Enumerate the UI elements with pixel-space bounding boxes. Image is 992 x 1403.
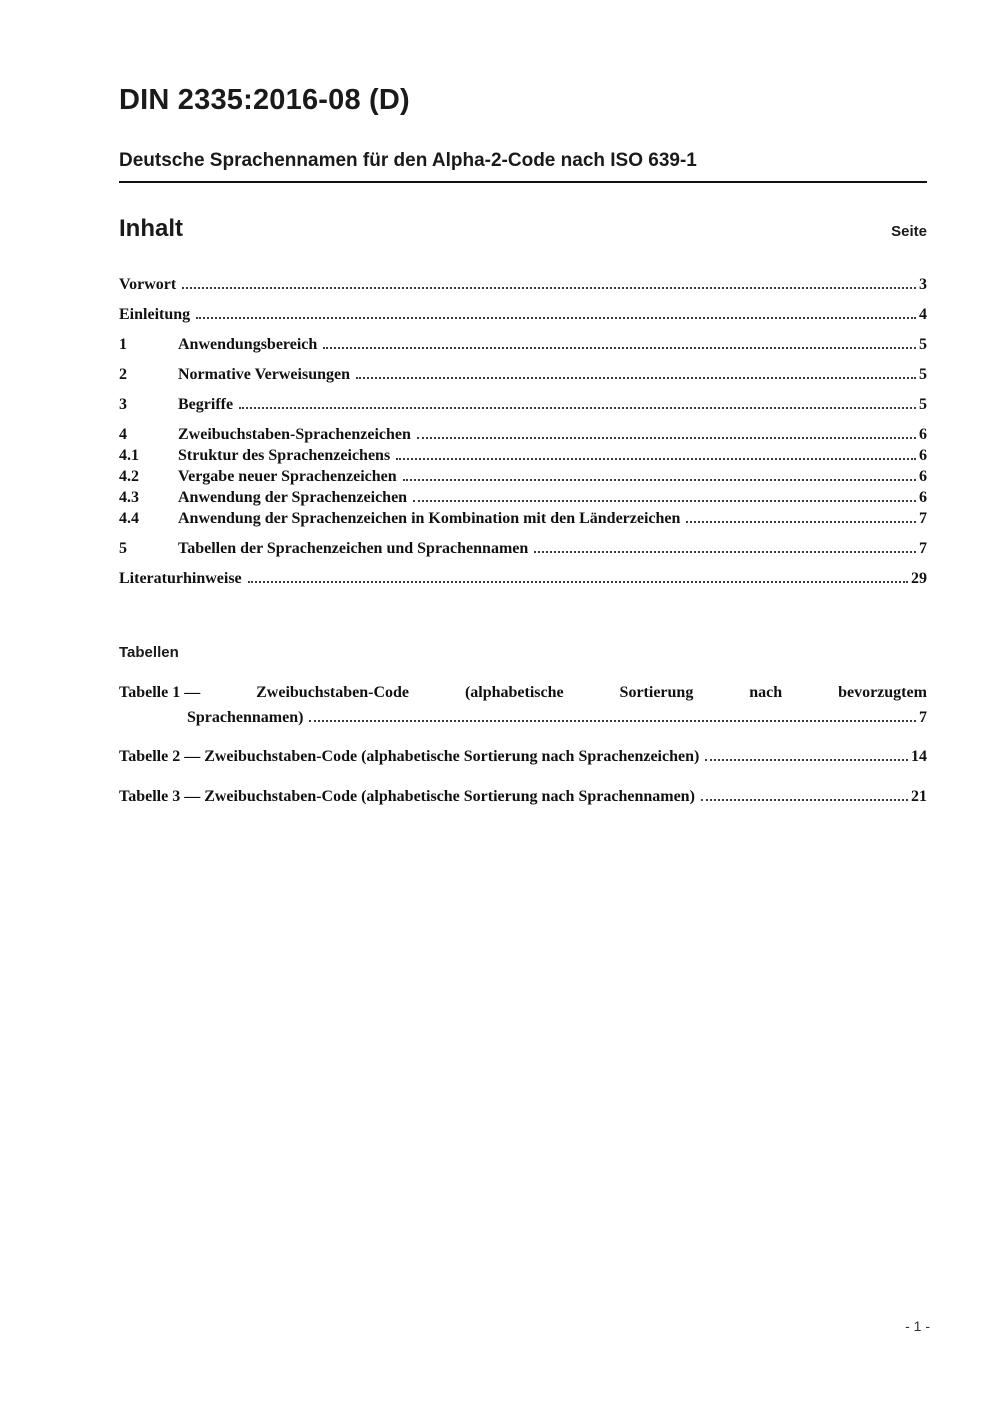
dotted-leader <box>323 346 916 349</box>
footer-page-number: - 1 - <box>905 1318 930 1334</box>
toc-entry-label: Anwendungsbereich <box>178 336 318 353</box>
toc-entry-vorwort <box>119 275 927 294</box>
dotted-leader <box>239 406 916 409</box>
toc-entry-label: Struktur des Sprachenzeichens <box>178 447 391 464</box>
toc-entry-3 <box>119 395 927 414</box>
dotted-leader <box>534 550 916 553</box>
toc-table-word: Zweibuchstaben-Code <box>256 684 410 701</box>
toc-entry-number: 2 <box>119 366 127 383</box>
toc-entry-einleitung <box>119 305 927 324</box>
toc-entry-number: 4 <box>119 426 127 443</box>
toc-entry-label: Literaturhinweise <box>119 570 242 587</box>
toc-entry-4-2 <box>119 467 927 486</box>
toc-heading: Inhalt <box>119 215 183 242</box>
dotted-leader <box>248 580 908 583</box>
dotted-leader <box>309 719 916 722</box>
toc-entry-page: 6 <box>919 426 927 443</box>
toc-entry-number: 4.1 <box>119 447 139 464</box>
document-page <box>119 0 927 806</box>
toc-entry-label: Vergabe neuer Sprachenzeichen <box>178 468 397 485</box>
document-subtitle: Deutsche Sprachennamen für den Alpha-2-Code nach ISO 639-1 <box>119 150 697 171</box>
toc-table-word: (alphabetische <box>464 684 564 701</box>
toc-entry-2 <box>119 365 927 384</box>
dotted-leader <box>701 798 908 801</box>
tables-section-heading: Tabellen <box>119 644 179 661</box>
table-of-contents <box>119 275 927 588</box>
toc-entry-5 <box>119 539 927 558</box>
toc-entry-number: 4.4 <box>119 510 139 527</box>
toc-entry-4 <box>119 425 927 444</box>
toc-entry-label: Anwendung der Sprachenzeichen in Kombination mit den Länderzeichen <box>178 510 681 527</box>
toc-table-entry-1 <box>119 683 927 727</box>
toc-entry-page: 6 <box>919 489 927 506</box>
toc-table-entry-2 <box>119 747 927 766</box>
toc-entry-page: 7 <box>919 540 927 557</box>
toc-entry-page: 6 <box>919 468 927 485</box>
toc-table-entry-3 <box>119 787 927 806</box>
toc-entry-4-3 <box>119 488 927 507</box>
document-title: DIN 2335:2016-08 (D) <box>119 84 410 116</box>
toc-entry-page: 7 <box>919 510 927 527</box>
toc-entry-label: Vorwort <box>119 276 177 293</box>
toc-entry-label: Begriffe <box>178 396 234 413</box>
toc-entry-number: 4.2 <box>119 468 139 485</box>
toc-entry-label: Tabellen der Sprachenzeichen und Sprachennamen <box>178 540 529 557</box>
dotted-leader <box>417 436 916 439</box>
toc-heading-row <box>119 215 927 243</box>
toc-entry-page: 5 <box>919 366 927 383</box>
toc-entry-page: 29 <box>911 570 927 587</box>
dotted-leader <box>196 316 916 319</box>
dotted-leader <box>705 758 908 761</box>
toc-entry-4-4 <box>119 509 927 528</box>
toc-entry-page: 21 <box>911 788 927 805</box>
toc-entry-page: 4 <box>919 306 927 323</box>
toc-entry-number: 4.3 <box>119 489 139 506</box>
toc-table-word: bevorzugtem <box>838 684 927 701</box>
toc-table-word: Tabelle 1 — <box>119 684 201 701</box>
toc-entry-label: Sprachennamen) <box>187 709 304 726</box>
page-column-label: Seite <box>891 223 927 240</box>
toc-table-word: nach <box>749 684 783 701</box>
toc-entry-label: Anwendung der Sprachenzeichen <box>178 489 408 506</box>
toc-entry-number: 1 <box>119 336 127 353</box>
toc-entry-page: 3 <box>919 276 927 293</box>
toc-entry-label: Tabelle 3 — Zweibuchstaben-Code (alphabetische Sortierung nach Sprachennamen) <box>119 788 695 805</box>
dotted-leader <box>413 499 916 502</box>
toc-table-entry-line1 <box>119 683 927 702</box>
toc-entry-4-1 <box>119 446 927 465</box>
subtitle-rule <box>119 181 927 183</box>
dotted-leader <box>182 286 916 289</box>
toc-table-entry-line2 <box>119 708 927 727</box>
toc-table-word: Sortierung <box>619 684 694 701</box>
toc-entry-page: 6 <box>919 447 927 464</box>
dotted-leader <box>356 376 916 379</box>
toc-entry-label: Tabelle 2 — Zweibuchstaben-Code (alphabetische Sortierung nach Sprachenzeichen) <box>119 748 700 765</box>
toc-entry-page: 14 <box>911 748 927 765</box>
toc-entry-label: Einleitung <box>119 306 191 323</box>
toc-entry-label: Normative Verweisungen <box>178 366 350 383</box>
toc-entry-number: 5 <box>119 540 127 557</box>
dotted-leader <box>403 478 916 481</box>
toc-entry-number: 3 <box>119 396 127 413</box>
toc-entry-label: Zweibuchstaben-Sprachenzeichen <box>178 426 411 443</box>
toc-entry-1 <box>119 335 927 354</box>
dotted-leader <box>686 520 916 523</box>
dotted-leader <box>396 457 916 460</box>
toc-entry-literaturhinweise <box>119 569 927 588</box>
toc-entry-page: 7 <box>919 709 927 726</box>
toc-entry-page: 5 <box>919 396 927 413</box>
toc-entry-page: 5 <box>919 336 927 353</box>
